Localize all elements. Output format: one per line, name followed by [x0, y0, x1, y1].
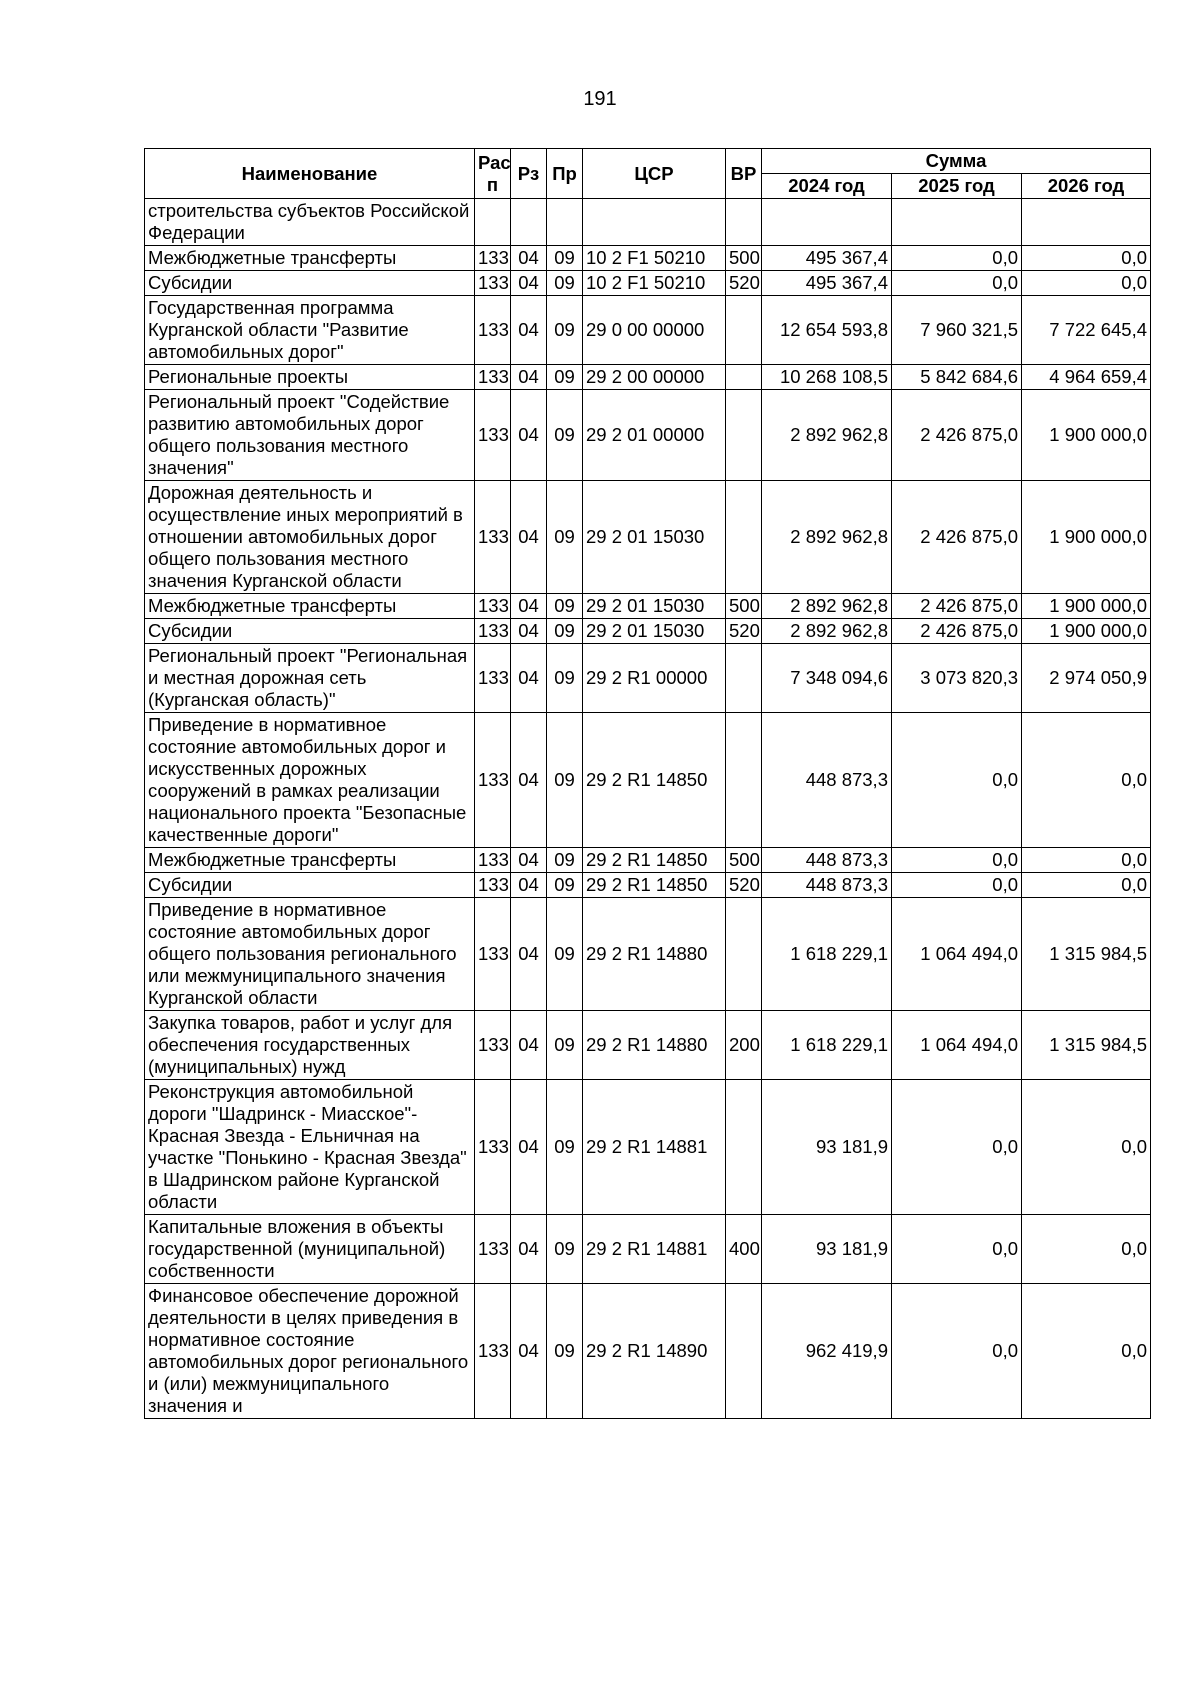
- cell-sum-2026: 0,0: [1022, 1080, 1151, 1215]
- table-header: [145, 149, 1151, 199]
- cell-vr: [726, 1284, 762, 1419]
- cell-rz: 04: [511, 713, 547, 848]
- cell-sum-2024: 1 618 229,1: [762, 898, 892, 1011]
- cell-csr: 29 2 01 15030: [583, 619, 726, 644]
- cell-vr: 520: [726, 271, 762, 296]
- table-body: [145, 199, 1151, 1419]
- header-csr: ЦСР: [583, 149, 726, 199]
- cell-vr: 520: [726, 873, 762, 898]
- table-row: [145, 898, 1151, 1011]
- cell-vr: 500: [726, 594, 762, 619]
- cell-sum-2025: 0,0: [892, 246, 1022, 271]
- cell-name: Приведение в нормативное состояние автомобильных дорог и искусственных дорожных сооружений в рамках реализации национального проекта "Безопасные качественные дороги": [145, 713, 475, 848]
- cell-csr: 29 2 R1 14850: [583, 713, 726, 848]
- cell-sum-2026: 0,0: [1022, 1215, 1151, 1284]
- cell-csr: 29 2 00 00000: [583, 365, 726, 390]
- table-row: [145, 390, 1151, 481]
- cell-rz: 04: [511, 390, 547, 481]
- cell-rz: 04: [511, 619, 547, 644]
- table-row: [145, 1011, 1151, 1080]
- cell-sum-2024: 12 654 593,8: [762, 296, 892, 365]
- cell-name: Дорожная деятельность и осуществление иных мероприятий в отношении автомобильных дорог общего пользования местного значения Курганской области: [145, 481, 475, 594]
- cell-vr: [726, 365, 762, 390]
- cell-sum-2026: 1 900 000,0: [1022, 594, 1151, 619]
- cell-sum-2024: 448 873,3: [762, 713, 892, 848]
- cell-csr: 29 2 01 15030: [583, 481, 726, 594]
- cell-name: Региональный проект "Региональная и местная дорожная сеть (Курганская область)": [145, 644, 475, 713]
- cell-pr: 09: [547, 1080, 583, 1215]
- cell-csr: 10 2 F1 50210: [583, 271, 726, 296]
- cell-csr: 29 2 R1 14850: [583, 873, 726, 898]
- cell-csr: 29 2 R1 00000: [583, 644, 726, 713]
- cell-sum-2024: 2 892 962,8: [762, 619, 892, 644]
- cell-rasp: 133: [475, 1080, 511, 1215]
- cell-pr: 09: [547, 481, 583, 594]
- cell-csr: 29 2 R1 14880: [583, 1011, 726, 1080]
- cell-pr: 09: [547, 1011, 583, 1080]
- cell-rasp: 133: [475, 390, 511, 481]
- cell-sum-2024: 1 618 229,1: [762, 1011, 892, 1080]
- cell-rasp: 133: [475, 481, 511, 594]
- cell-sum-2024: 448 873,3: [762, 873, 892, 898]
- cell-vr: 500: [726, 246, 762, 271]
- cell-vr: [726, 390, 762, 481]
- header-vr: ВР: [726, 149, 762, 199]
- cell-name: Региональные проекты: [145, 365, 475, 390]
- table-row: [145, 713, 1151, 848]
- cell-sum-2024: 448 873,3: [762, 848, 892, 873]
- cell-sum-2025: 0,0: [892, 1284, 1022, 1419]
- cell-pr: 09: [547, 898, 583, 1011]
- cell-sum-2026: 0,0: [1022, 873, 1151, 898]
- cell-sum-2025: 3 073 820,3: [892, 644, 1022, 713]
- header-rz: Рз: [511, 149, 547, 199]
- cell-name: Субсидии: [145, 271, 475, 296]
- table-row: [145, 481, 1151, 594]
- cell-vr: [726, 1080, 762, 1215]
- cell-rz: [511, 199, 547, 246]
- table-row: [145, 1080, 1151, 1215]
- cell-vr: [726, 898, 762, 1011]
- cell-pr: 09: [547, 594, 583, 619]
- cell-name: Региональный проект "Содействие развитию автомобильных дорог общего пользования местного значения": [145, 390, 475, 481]
- cell-pr: 09: [547, 1215, 583, 1284]
- cell-csr: 29 2 R1 14881: [583, 1215, 726, 1284]
- cell-pr: 09: [547, 246, 583, 271]
- cell-rz: 04: [511, 365, 547, 390]
- cell-rasp: 133: [475, 898, 511, 1011]
- cell-rz: 04: [511, 898, 547, 1011]
- cell-rz: 04: [511, 1215, 547, 1284]
- cell-sum-2026: 0,0: [1022, 271, 1151, 296]
- header-summa: Сумма: [762, 149, 1151, 174]
- cell-name: Финансовое обеспечение дорожной деятельности в целях приведения в нормативное состояние автомобильных дорог регионального и (или) межмуниципального значения и: [145, 1284, 475, 1419]
- table-row: [145, 594, 1151, 619]
- cell-vr: [726, 296, 762, 365]
- cell-rz: 04: [511, 644, 547, 713]
- header-year-2025: 2025 год: [892, 174, 1022, 199]
- cell-sum-2026: 1 315 984,5: [1022, 898, 1151, 1011]
- cell-rz: 04: [511, 848, 547, 873]
- cell-pr: 09: [547, 365, 583, 390]
- table-row: [145, 1215, 1151, 1284]
- cell-sum-2024: 93 181,9: [762, 1080, 892, 1215]
- table-row: [145, 365, 1151, 390]
- cell-sum-2026: [1022, 199, 1151, 246]
- cell-csr: [583, 199, 726, 246]
- cell-rasp: 133: [475, 1215, 511, 1284]
- cell-sum-2025: 2 426 875,0: [892, 481, 1022, 594]
- cell-pr: 09: [547, 873, 583, 898]
- cell-sum-2026: 0,0: [1022, 1284, 1151, 1419]
- cell-name: Капитальные вложения в объекты государственной (муниципальной) собственности: [145, 1215, 475, 1284]
- table-row: [145, 848, 1151, 873]
- header-name: Наименование: [145, 149, 475, 199]
- header-year-2024: 2024 год: [762, 174, 892, 199]
- cell-rz: 04: [511, 271, 547, 296]
- cell-pr: 09: [547, 271, 583, 296]
- cell-sum-2024: 2 892 962,8: [762, 481, 892, 594]
- cell-sum-2025: 0,0: [892, 848, 1022, 873]
- cell-vr: 520: [726, 619, 762, 644]
- cell-sum-2024: 495 367,4: [762, 246, 892, 271]
- cell-sum-2026: 1 900 000,0: [1022, 619, 1151, 644]
- cell-pr: 09: [547, 848, 583, 873]
- cell-sum-2024: 495 367,4: [762, 271, 892, 296]
- cell-rasp: 133: [475, 365, 511, 390]
- cell-rz: 04: [511, 481, 547, 594]
- cell-rasp: 133: [475, 644, 511, 713]
- cell-sum-2024: 7 348 094,6: [762, 644, 892, 713]
- cell-name: Межбюджетные трансферты: [145, 246, 475, 271]
- cell-sum-2026: 0,0: [1022, 848, 1151, 873]
- cell-csr: 10 2 F1 50210: [583, 246, 726, 271]
- header-year-2026: 2026 год: [1022, 174, 1151, 199]
- cell-sum-2025: [892, 199, 1022, 246]
- cell-rasp: 133: [475, 594, 511, 619]
- cell-sum-2025: 5 842 684,6: [892, 365, 1022, 390]
- table-row: [145, 619, 1151, 644]
- cell-sum-2026: 1 900 000,0: [1022, 481, 1151, 594]
- table-row: [145, 644, 1151, 713]
- cell-sum-2026: 2 974 050,9: [1022, 644, 1151, 713]
- cell-rz: 04: [511, 594, 547, 619]
- cell-rasp: 133: [475, 848, 511, 873]
- cell-vr: [726, 481, 762, 594]
- cell-name: Закупка товаров, работ и услуг для обеспечения государственных (муниципальных) нужд: [145, 1011, 475, 1080]
- cell-vr: [726, 713, 762, 848]
- cell-csr: 29 2 01 15030: [583, 594, 726, 619]
- cell-sum-2025: 0,0: [892, 713, 1022, 848]
- cell-sum-2026: 1 315 984,5: [1022, 1011, 1151, 1080]
- cell-sum-2025: 7 960 321,5: [892, 296, 1022, 365]
- cell-sum-2026: 4 964 659,4: [1022, 365, 1151, 390]
- cell-csr: 29 2 R1 14850: [583, 848, 726, 873]
- cell-sum-2025: 0,0: [892, 1080, 1022, 1215]
- cell-csr: 29 0 00 00000: [583, 296, 726, 365]
- cell-sum-2024: 93 181,9: [762, 1215, 892, 1284]
- cell-pr: 09: [547, 390, 583, 481]
- cell-rasp: 133: [475, 873, 511, 898]
- cell-rasp: 133: [475, 1011, 511, 1080]
- cell-sum-2025: 0,0: [892, 873, 1022, 898]
- cell-rz: 04: [511, 1080, 547, 1215]
- page-number: 191: [583, 88, 617, 110]
- cell-sum-2024: 10 268 108,5: [762, 365, 892, 390]
- cell-name: Государственная программа Курганской области "Развитие автомобильных дорог": [145, 296, 475, 365]
- cell-pr: 09: [547, 713, 583, 848]
- cell-sum-2026: 0,0: [1022, 713, 1151, 848]
- cell-sum-2024: [762, 199, 892, 246]
- cell-sum-2024: 2 892 962,8: [762, 594, 892, 619]
- table-row: [145, 873, 1151, 898]
- table-row: [145, 199, 1151, 246]
- cell-vr: 200: [726, 1011, 762, 1080]
- table-row: [145, 296, 1151, 365]
- cell-rz: 04: [511, 1011, 547, 1080]
- header-pr: Пр: [547, 149, 583, 199]
- cell-name: Реконструкция автомобильной дороги "Шадринск - Миасское"- Красная Звезда - Ельничная на участке "Понькино - Красная Звезда" в Шадринском районе Курганской области: [145, 1080, 475, 1215]
- cell-rasp: 133: [475, 246, 511, 271]
- cell-csr: 29 2 R1 14890: [583, 1284, 726, 1419]
- cell-vr: 500: [726, 848, 762, 873]
- cell-name: Приведение в нормативное состояние автомобильных дорог общего пользования регионального или межмуниципального значения Курганской области: [145, 898, 475, 1011]
- cell-pr: 09: [547, 296, 583, 365]
- cell-rz: 04: [511, 1284, 547, 1419]
- cell-rz: 04: [511, 873, 547, 898]
- cell-name: Субсидии: [145, 619, 475, 644]
- cell-sum-2025: 2 426 875,0: [892, 594, 1022, 619]
- cell-sum-2025: 2 426 875,0: [892, 390, 1022, 481]
- cell-rasp: 133: [475, 619, 511, 644]
- cell-sum-2026: 7 722 645,4: [1022, 296, 1151, 365]
- cell-rasp: 133: [475, 296, 511, 365]
- table-row: [145, 271, 1151, 296]
- cell-csr: 29 2 R1 14881: [583, 1080, 726, 1215]
- cell-pr: [547, 199, 583, 246]
- table-row: [145, 1284, 1151, 1419]
- cell-rasp: 133: [475, 1284, 511, 1419]
- cell-sum-2024: 962 419,9: [762, 1284, 892, 1419]
- cell-pr: 09: [547, 644, 583, 713]
- cell-pr: 09: [547, 1284, 583, 1419]
- cell-csr: 29 2 R1 14880: [583, 898, 726, 1011]
- cell-pr: 09: [547, 619, 583, 644]
- table-row: [145, 246, 1151, 271]
- cell-vr: [726, 644, 762, 713]
- cell-sum-2025: 1 064 494,0: [892, 898, 1022, 1011]
- cell-name: Межбюджетные трансферты: [145, 848, 475, 873]
- cell-sum-2025: 1 064 494,0: [892, 1011, 1022, 1080]
- cell-sum-2025: 0,0: [892, 1215, 1022, 1284]
- cell-rasp: [475, 199, 511, 246]
- cell-rasp: 133: [475, 271, 511, 296]
- cell-name: Межбюджетные трансферты: [145, 594, 475, 619]
- header-rasp: Рас п: [475, 149, 511, 199]
- cell-sum-2025: 0,0: [892, 271, 1022, 296]
- cell-vr: [726, 199, 762, 246]
- cell-csr: 29 2 01 00000: [583, 390, 726, 481]
- cell-rz: 04: [511, 296, 547, 365]
- cell-name: строительства субъектов Российской Федерации: [145, 199, 475, 246]
- cell-sum-2025: 2 426 875,0: [892, 619, 1022, 644]
- cell-sum-2026: 1 900 000,0: [1022, 390, 1151, 481]
- cell-rz: 04: [511, 246, 547, 271]
- budget-table: [144, 148, 1151, 1419]
- cell-sum-2026: 0,0: [1022, 246, 1151, 271]
- cell-vr: 400: [726, 1215, 762, 1284]
- cell-sum-2024: 2 892 962,8: [762, 390, 892, 481]
- cell-rasp: 133: [475, 713, 511, 848]
- cell-name: Субсидии: [145, 873, 475, 898]
